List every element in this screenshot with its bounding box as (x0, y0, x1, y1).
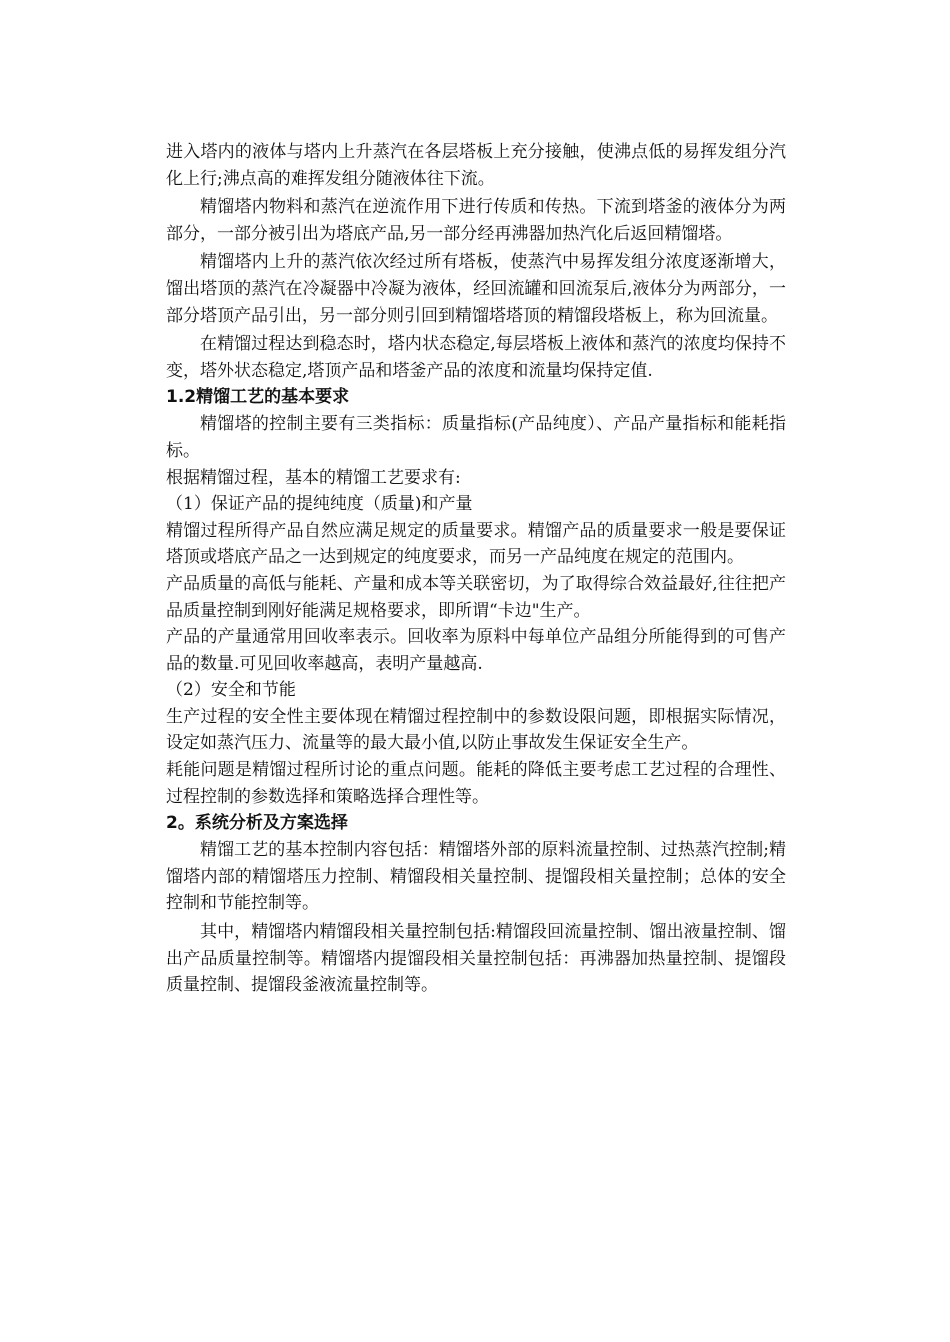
paragraph-control-indicators: 精馏塔的控制主要有三类指标：质量指标(产品纯度）、产品产量指标和能耗指标。 (166, 414, 786, 461)
paragraph-recovery-rate: 产品的产量通常用回收率表示。回收率为原料中每单位产品组分所能得到的可售产品的数量.可见回收率越高，表明产量越高. (166, 627, 786, 674)
document-body (166, 139, 786, 999)
section-heading-1-2: 1.2精馏工艺的基本要求 (166, 387, 350, 408)
paragraph-section-control: 其中，精馏塔内精馏段相关量控制包括:精馏段回流量控制、馏出液量控制、馏出产品质量控制等。精馏塔内提馏段相关量控制包括：再沸器加热量控制、提馏段质量控制、提馏段釜液流量控制等。 (166, 922, 786, 996)
paragraph-requirements-intro: 根据精馏过程，基本的精馏工艺要求有: (166, 467, 461, 488)
section-heading-2: 2。系统分析及方案选择 (166, 813, 348, 834)
list-item-purity-yield: （1）保证产品的提纯纯度（质量)和产量 (166, 494, 473, 515)
paragraph-quality-cost: 产品质量的高低与能耗、产量和成本等关联密切，为了取得综合效益最好,往往把产品质量控制到刚好能满足规格要求，即所谓“卡边"生产。 (166, 573, 786, 621)
paragraph-rising-vapor: 精馏塔内上升的蒸汽依次经过所有塔板，使蒸汽中易挥发组分浓度逐渐增大，馏出塔顶的蒸汽在冷凝器中冷凝为液体，经回流罐和回流泵后,液体分为两部分，一部分塔顶产品引出，另一部分则引回到精馏塔塔顶的精馏段塔板上，称为回流量。 (166, 252, 786, 326)
paragraph-steady-state: 在精馏过程达到稳态时，塔内状态稳定,每层塔板上液体和蒸汽的浓度均保持不变，塔外状态稳定,塔顶产品和塔釜产品的浓度和流量均保持定值. (166, 334, 786, 381)
paragraph-vapor-liquid-contact: 进入塔内的液体与塔内上升蒸汽在各层塔板上充分接触，使沸点低的易挥发组分汽化上行;沸点高的难挥发组分随液体往下流。 (166, 142, 786, 189)
paragraph-quality-requirement: 精馏过程所得产品自然应满足规定的质量要求。精馏产品的质量要求一般是要保证塔顶或塔底产品之一达到规定的纯度要求，而另一产品纯度在规定的范围内。 (166, 520, 786, 568)
list-item-safety-energy: （2）安全和节能 (166, 680, 296, 701)
paragraph-energy: 耗能问题是精馏过程所讨论的重点问题。能耗的降低主要考虑工艺过程的合理性、过程控制的参数选择和策略选择合理性等。 (166, 760, 786, 807)
paragraph-basic-control: 精馏工艺的基本控制内容包括：精馏塔外部的原料流量控制、过热蒸汽控制;精馏塔内部的精馏塔压力控制、精馏段相关量控制、提馏段相关量控制；总体的安全控制和节能控制等。 (166, 840, 786, 914)
paragraph-safety: 生产过程的安全性主要体现在精馏过程控制中的参数设限问题，即根据实际情况，设定如蒸汽压力、流量等的最大最小值,以防止事故发生保证安全生产。 (166, 706, 786, 754)
paragraph-countercurrent: 精馏塔内物料和蒸汽在逆流作用下进行传质和传热。下流到塔釜的液体分为两部分，一部分被引出为塔底产品,另一部分经再沸器加热汽化后返回精馏塔。 (166, 197, 786, 244)
